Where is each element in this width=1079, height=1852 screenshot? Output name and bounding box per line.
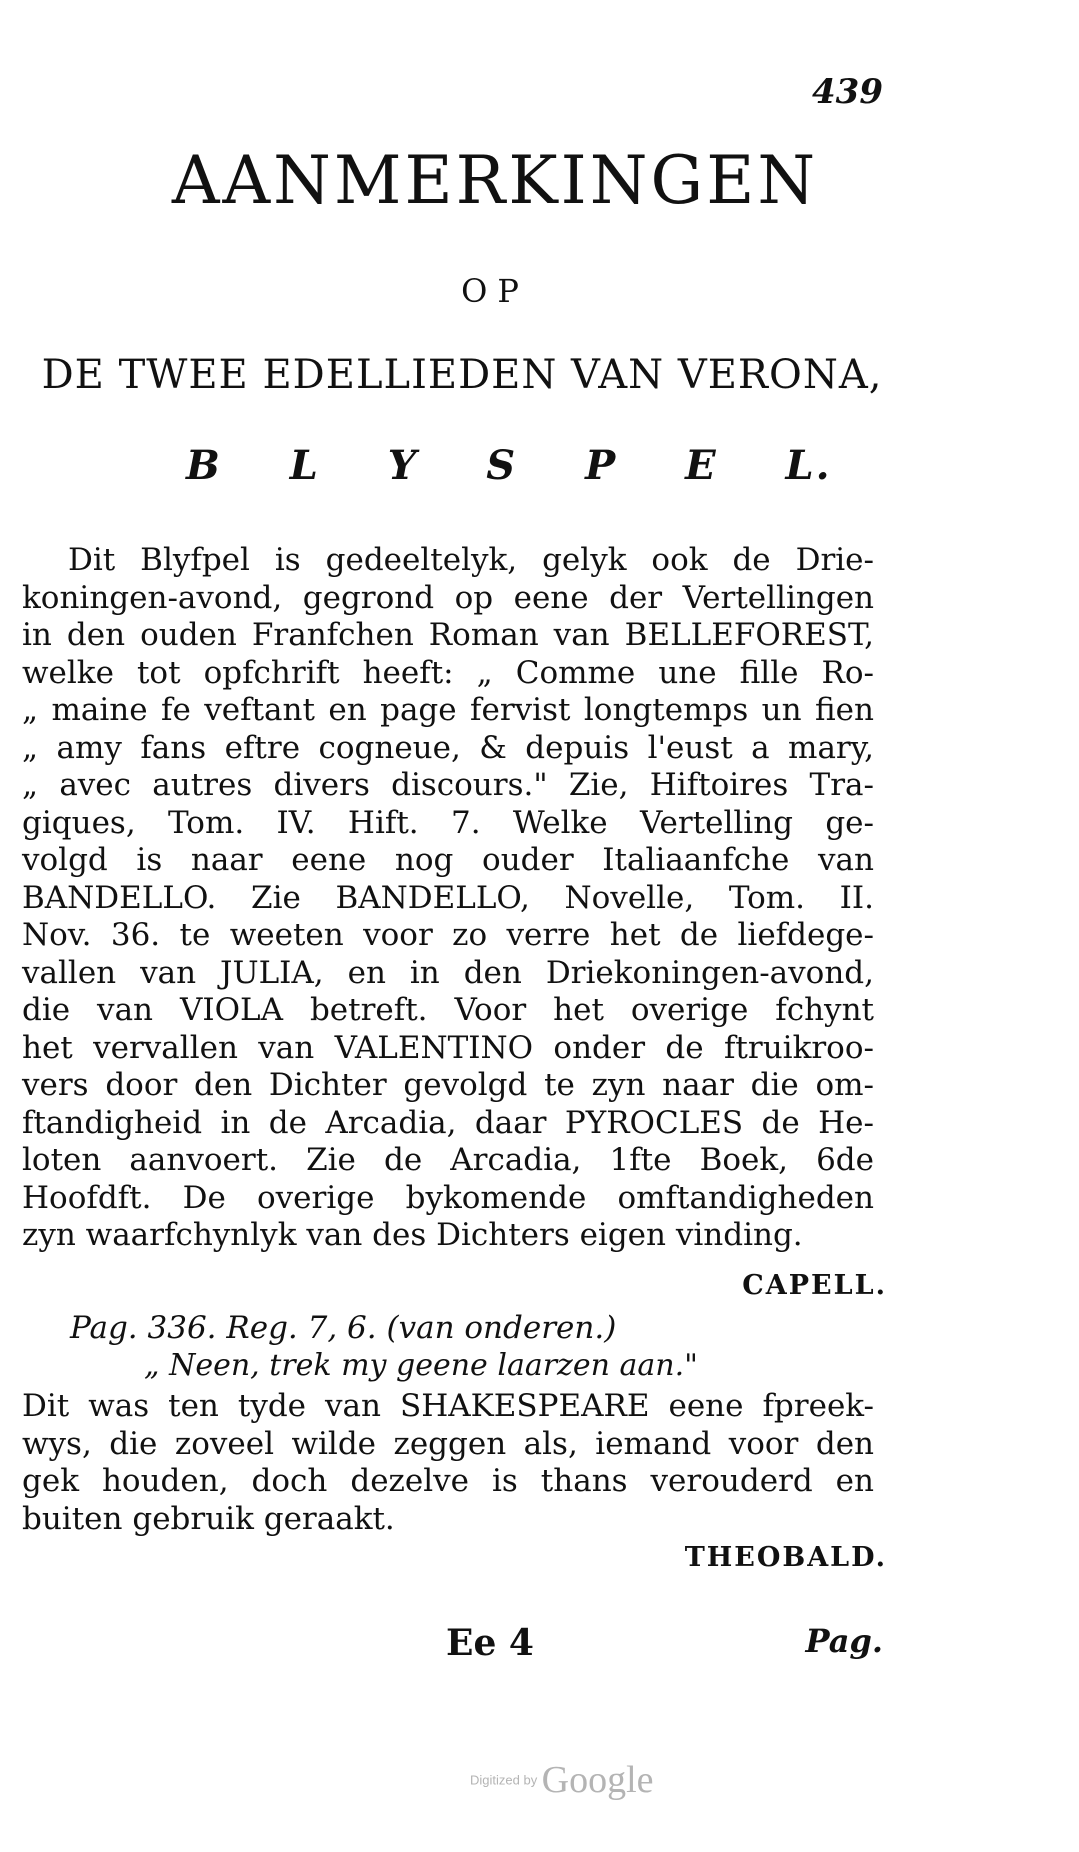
author-signature: THEOBALD. bbox=[684, 1542, 887, 1573]
text-line: wys, die zoveel wilde zeggen als, iemand voor den bbox=[22, 1425, 874, 1462]
text-line: giques, Tom. IV. Hift. 7. Welke Vertelling ge- bbox=[22, 804, 874, 841]
watermark-logo: Google bbox=[541, 1759, 654, 1801]
quotation: „ Neen, trek my geene laarzen aan." bbox=[144, 1348, 698, 1383]
text-line: Dit was ten tyde van SHAKESPEARE eene fpreek- bbox=[22, 1388, 874, 1424]
text-line: in den ouden Franfchen Roman van BELLEFOREST, bbox=[22, 617, 874, 653]
text-line: koningen-avond, gegrond op eene der Vertellingen bbox=[22, 579, 874, 616]
text-line: zyn waarfchynlyk van des Dichters eigen vinding. bbox=[22, 1217, 803, 1253]
text-line: het vervallen van VALENTINO onder de ftruikroo- bbox=[22, 1029, 874, 1066]
printer-signature-mark: Ee 4 bbox=[446, 1622, 534, 1664]
play-title: DE TWEE EDELLIEDEN VAN VERONA, bbox=[41, 352, 883, 398]
text-line: vers door den Dichter gevolgd te zyn naar die om- bbox=[22, 1067, 874, 1103]
watermark-prefix: Digitized by bbox=[470, 1772, 538, 1788]
text-line: ftandigheid in de Arcadia, daar PYROCLES de He- bbox=[22, 1104, 874, 1141]
commentary-paragraph bbox=[22, 542, 874, 1255]
text-line: buiten gebruik geraakt. bbox=[22, 1500, 395, 1537]
text-line: loten aanvoert. Zie de Arcadia, 1fte Boek, 6de bbox=[22, 1142, 874, 1178]
text-line: Hoofdft. De overige bykomende omftandigheden bbox=[22, 1179, 874, 1216]
text-line: „ amy fans eftre cogneue, & depuis l'eust a mary, bbox=[22, 729, 874, 766]
text-line: welke tot opfchrift heeft: „ Comme une fille Ro- bbox=[22, 654, 874, 691]
text-line: „ maine fe veftant en page fervist longtemps un fien bbox=[22, 692, 874, 728]
text-line: die van VIOLA betreft. Voor het overige fchynt bbox=[22, 992, 874, 1028]
text-line: „ avec autres divers discours." Zie, Hiftoires Tra- bbox=[22, 767, 874, 803]
digitized-watermark bbox=[470, 1758, 654, 1802]
page-number: 439 bbox=[812, 72, 883, 112]
genre-heading: B L Y S P E L. bbox=[186, 442, 832, 489]
text-line: Nov. 36. te weeten voor zo verre het de liefdege- bbox=[22, 917, 874, 953]
commentary-paragraph bbox=[22, 1388, 874, 1538]
title-preposition: OP bbox=[461, 272, 529, 310]
text-line: Dit Blyfpel is gedeeltelyk, gelyk ook de Drie- bbox=[68, 542, 874, 578]
text-line: vallen van JULIA, en in den Driekoningen-avond, bbox=[22, 954, 874, 991]
page-title: AANMERKINGEN bbox=[171, 142, 819, 219]
text-line: BANDELLO. Zie BANDELLO, Novelle, Tom. II. bbox=[22, 879, 874, 916]
author-signature: CAPELL. bbox=[742, 1270, 887, 1301]
text-line: gek houden, doch dezelve is thans verouderd en bbox=[22, 1463, 874, 1499]
page-reference: Pag. 336. Reg. 7, 6. (van onderen.) bbox=[70, 1310, 617, 1346]
text-line: volgd is naar eene nog ouder Italiaanfche van bbox=[22, 842, 874, 878]
catchword: Pag. bbox=[805, 1622, 883, 1660]
